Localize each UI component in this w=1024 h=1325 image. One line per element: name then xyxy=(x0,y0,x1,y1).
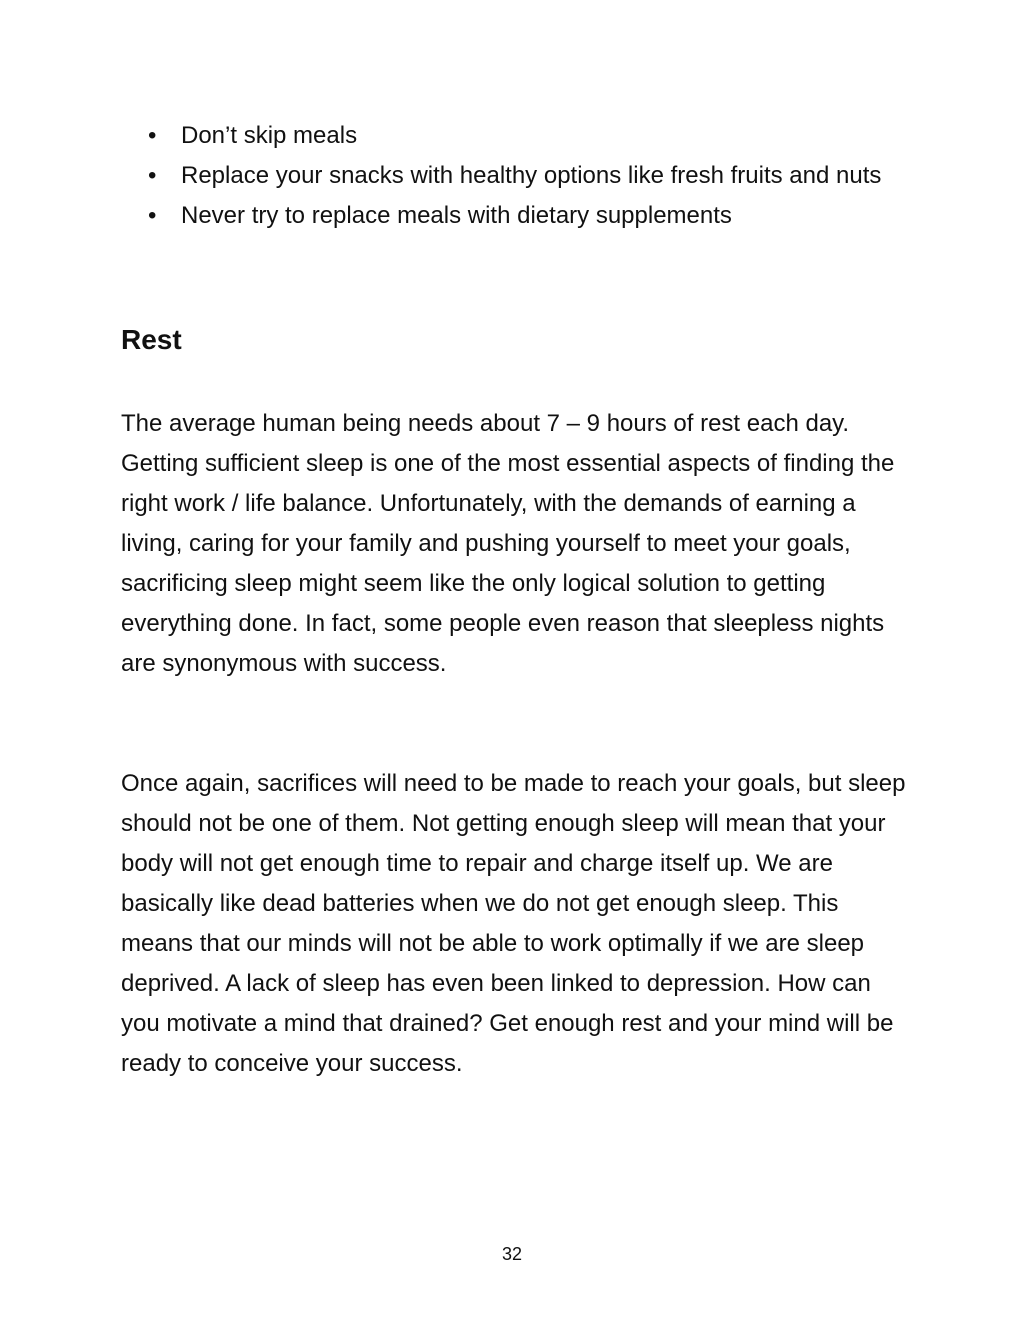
bullet-icon: • xyxy=(148,162,157,189)
bullet-item xyxy=(121,196,901,236)
bullet-text: Replace your snacks with healthy options like fresh fruits and nuts xyxy=(181,162,882,189)
body-paragraph: Once again, sacrifices will need to be made to reach your goals, but sleep should not be one of them. Not getting enough sleep will mean that your body will not get enough time to repair and charge itself up. We are basically like dead batteries when we do not get enough sleep. This means that our minds will not be able to work optimally if we are sleep deprived. A lack of sleep has even been linked to depression. How can you motivate a mind that drained? Get enough rest and your mind will be ready to conceive your success. xyxy=(121,770,906,1077)
bullet-text: Don’t skip meals xyxy=(181,122,358,149)
bullet-icon: • xyxy=(148,202,157,229)
page-number: 32 xyxy=(501,1244,523,1264)
section-heading: Rest xyxy=(121,324,182,355)
bullet-item xyxy=(121,156,901,196)
bullet-text: Never try to replace meals with dietary supplements xyxy=(181,202,732,229)
bullet-icon: • xyxy=(148,122,157,149)
body-paragraph: The average human being needs about 7 – 9 hours of rest each day. Getting sufficient sleep is one of the most essential aspects of finding the right work / life balance. Unfortunately, with the demands of earning a living, caring for your family and pushing yourself to meet your goals, sacrificing sleep might seem like the only logical solution to getting everything done. In fact, some people even reason that sleepless nights are synonymous with success. xyxy=(121,410,895,677)
bullet-list xyxy=(121,116,901,236)
bullet-item xyxy=(121,116,901,156)
